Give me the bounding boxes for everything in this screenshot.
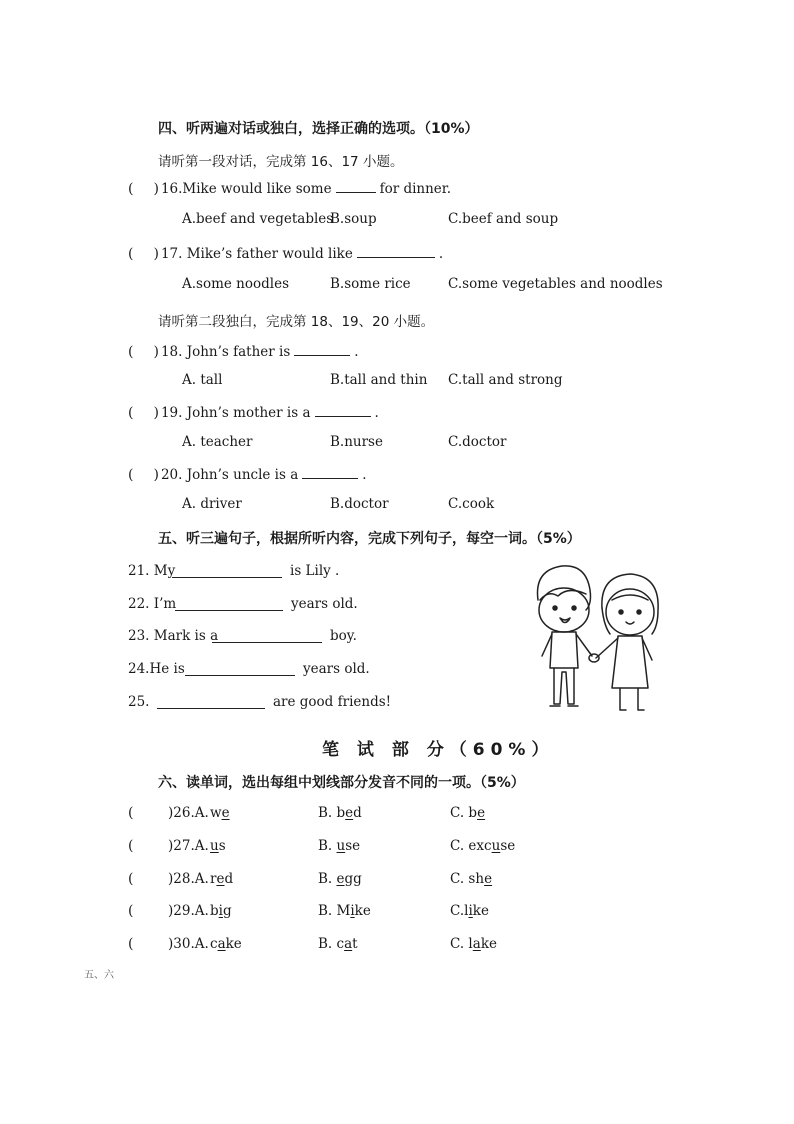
option-a[interactable] bbox=[210, 838, 226, 854]
sentence-end: is Lily . bbox=[290, 563, 340, 579]
word-part: s bbox=[218, 838, 226, 854]
question-text: 16.Mike would like some bbox=[160, 181, 332, 197]
option-c[interactable] bbox=[450, 871, 492, 887]
boy-face bbox=[539, 588, 589, 632]
item-number: )29.A. bbox=[168, 903, 209, 919]
option-a[interactable] bbox=[210, 871, 233, 887]
item-number: )28.A. bbox=[168, 871, 209, 887]
underlined-letter: a bbox=[344, 936, 353, 952]
word-part: B. M bbox=[318, 903, 351, 919]
answer-blank[interactable] bbox=[357, 245, 435, 258]
question-row bbox=[128, 404, 379, 421]
answer-paren-open: ( bbox=[128, 805, 134, 821]
option-a[interactable]: A. tall bbox=[182, 372, 223, 388]
word-part: ke bbox=[480, 936, 497, 952]
word-part: g bbox=[222, 903, 232, 919]
word-part: t bbox=[352, 936, 358, 952]
option-b[interactable] bbox=[318, 903, 371, 919]
option-a[interactable]: A. teacher bbox=[182, 434, 253, 450]
option-b[interactable]: B.tall and thin bbox=[330, 372, 428, 388]
option-a[interactable]: A. driver bbox=[182, 496, 242, 512]
question-row bbox=[128, 245, 443, 262]
written-part-title: 笔 试 部 分（60%） bbox=[322, 740, 555, 760]
fill-in-blank[interactable] bbox=[212, 630, 322, 643]
underlined-letter: i bbox=[350, 903, 355, 919]
option-c[interactable] bbox=[450, 936, 497, 952]
sentence-start: 25. bbox=[128, 694, 150, 710]
option-c[interactable] bbox=[450, 838, 515, 854]
option-c[interactable]: C.cook bbox=[448, 496, 495, 512]
underlined-letter: a bbox=[472, 936, 481, 952]
option-a[interactable] bbox=[210, 936, 242, 952]
underlined-letter: e bbox=[216, 871, 225, 887]
question-text-end: . bbox=[354, 344, 359, 360]
dialog1-instruction: 请听第一段对话，完成第 16、17 小题。 bbox=[158, 154, 404, 170]
answer-paren-open: ( bbox=[128, 903, 134, 919]
option-c[interactable]: C.beef and soup bbox=[448, 211, 559, 227]
fill-in-blank[interactable] bbox=[185, 663, 295, 676]
question-text-end: for dinner. bbox=[379, 181, 452, 197]
girl-face bbox=[606, 589, 654, 635]
option-c[interactable] bbox=[450, 805, 485, 821]
answer-paren-close: ) bbox=[153, 467, 159, 483]
word-part: B. c bbox=[318, 936, 345, 952]
question-text: 19. John’s mother is a bbox=[160, 405, 311, 421]
sentence-end: years old. bbox=[303, 661, 370, 677]
item-number: )30.A. bbox=[168, 936, 209, 952]
word-part: c bbox=[210, 936, 218, 952]
word-part: b bbox=[210, 903, 219, 919]
word-part: C.l bbox=[450, 903, 469, 919]
underlined-letter: i bbox=[468, 903, 473, 919]
fill-in-blank[interactable] bbox=[172, 565, 282, 578]
word-part: ke bbox=[225, 936, 242, 952]
answer-paren-open: ( bbox=[128, 246, 134, 262]
question-row bbox=[128, 466, 367, 483]
boy-and-girl-illustration bbox=[520, 560, 675, 720]
sentence-end: are good friends! bbox=[273, 694, 392, 710]
item-number: )27.A. bbox=[168, 838, 209, 854]
answer-paren-open: ( bbox=[128, 871, 134, 887]
item-number: )26.A. bbox=[168, 805, 209, 821]
answer-paren-open: ( bbox=[128, 344, 134, 360]
section6-title: 六、读单词，选出每组中划线部分发音不同的一项。（5%） bbox=[158, 775, 525, 791]
question-row bbox=[128, 343, 359, 360]
word-part: w bbox=[210, 805, 222, 821]
option-b[interactable] bbox=[318, 871, 362, 887]
underlined-letter: u bbox=[336, 838, 346, 854]
underlined-letter: e bbox=[484, 871, 493, 887]
fill-in-blank[interactable] bbox=[175, 598, 283, 611]
option-a[interactable] bbox=[210, 805, 230, 821]
word-part: B. bbox=[318, 871, 337, 887]
word-part: C. exc bbox=[450, 838, 492, 854]
sentence-end: boy. bbox=[330, 628, 357, 644]
option-a[interactable]: A.beef and vegetables bbox=[182, 211, 334, 227]
sentence-end: years old. bbox=[291, 596, 358, 612]
answer-blank[interactable] bbox=[336, 180, 376, 193]
option-c[interactable]: C.doctor bbox=[448, 434, 507, 450]
word-part: se bbox=[345, 838, 361, 854]
option-c[interactable]: C.tall and strong bbox=[448, 372, 563, 388]
answer-paren-close: ) bbox=[153, 344, 159, 360]
option-a[interactable]: A.some noodles bbox=[182, 276, 290, 292]
option-b[interactable] bbox=[318, 838, 360, 854]
underlined-letter: e bbox=[336, 871, 345, 887]
answer-paren-open: ( bbox=[128, 181, 134, 197]
word-part: C. l bbox=[450, 936, 473, 952]
option-c[interactable] bbox=[450, 903, 489, 919]
sentence-start: 21. My bbox=[128, 563, 176, 579]
answer-blank[interactable] bbox=[302, 466, 358, 479]
word-part: C. b bbox=[450, 805, 478, 821]
word-part: B. b bbox=[318, 805, 346, 821]
answer-paren-open: ( bbox=[128, 467, 134, 483]
answer-paren-close: ) bbox=[153, 181, 159, 197]
word-part: r bbox=[210, 871, 217, 887]
word-part: d bbox=[353, 805, 362, 821]
word-part: gg bbox=[344, 871, 362, 887]
answer-paren-open: ( bbox=[128, 838, 134, 854]
underlined-letter: e bbox=[221, 805, 230, 821]
answer-paren-close: ) bbox=[153, 246, 159, 262]
option-b[interactable]: B.some rice bbox=[330, 276, 411, 292]
option-b[interactable] bbox=[318, 936, 358, 952]
question-text-end: . bbox=[438, 246, 444, 262]
answer-paren-close: ) bbox=[153, 405, 159, 421]
word-part: C. sh bbox=[450, 871, 485, 887]
word-part: d bbox=[224, 871, 234, 887]
underlined-letter: u bbox=[210, 838, 219, 854]
option-c[interactable]: C.some vegetables and noodles bbox=[448, 276, 663, 292]
underlined-letter: e bbox=[345, 805, 354, 821]
answer-blank[interactable] bbox=[315, 404, 371, 417]
underlined-letter: e bbox=[477, 805, 486, 821]
question-text: 18. John’s father is bbox=[160, 344, 291, 360]
question-text-end: . bbox=[362, 467, 367, 483]
word-part: se bbox=[500, 838, 516, 854]
question-text: 20. John’s uncle is a bbox=[160, 467, 299, 483]
word-part: ke bbox=[472, 903, 489, 919]
question-text: 17. Mike’s father would like bbox=[160, 246, 353, 262]
option-b[interactable]: B.nurse bbox=[330, 434, 383, 450]
option-b[interactable]: B.soup bbox=[330, 211, 377, 227]
word-part: ke bbox=[354, 903, 371, 919]
sentence-start: 23. Mark is a bbox=[128, 628, 219, 644]
section4-title: 四、听两遍对话或独白，选择正确的选项。（10%） bbox=[158, 121, 479, 137]
dialog2-instruction: 请听第二段独白，完成第 18、19、20 小题。 bbox=[158, 314, 435, 330]
section5-title: 五、听三遍句子，根据所听内容，完成下列句子，每空一词。（5%） bbox=[158, 531, 581, 547]
question-text-end: . bbox=[374, 405, 379, 421]
sentence-start: 22. I’m bbox=[128, 596, 177, 612]
underlined-letter: u bbox=[491, 838, 501, 854]
answer-blank[interactable] bbox=[294, 343, 350, 356]
underlined-letter: i bbox=[218, 903, 223, 919]
boy-shirt bbox=[550, 632, 578, 668]
page-footer: 五、六 bbox=[84, 970, 114, 981]
option-a[interactable] bbox=[210, 903, 232, 919]
underlined-letter: a bbox=[217, 936, 226, 952]
sentence-start: 24.He is bbox=[128, 661, 185, 677]
word-part: B. bbox=[318, 838, 337, 854]
option-b[interactable] bbox=[318, 805, 362, 821]
answer-paren-open: ( bbox=[128, 405, 134, 421]
fill-in-blank[interactable] bbox=[157, 696, 265, 709]
question-row bbox=[128, 180, 451, 197]
option-b[interactable]: B.doctor bbox=[330, 496, 389, 512]
answer-paren-open: ( bbox=[128, 936, 134, 952]
girl-dress bbox=[612, 636, 648, 688]
